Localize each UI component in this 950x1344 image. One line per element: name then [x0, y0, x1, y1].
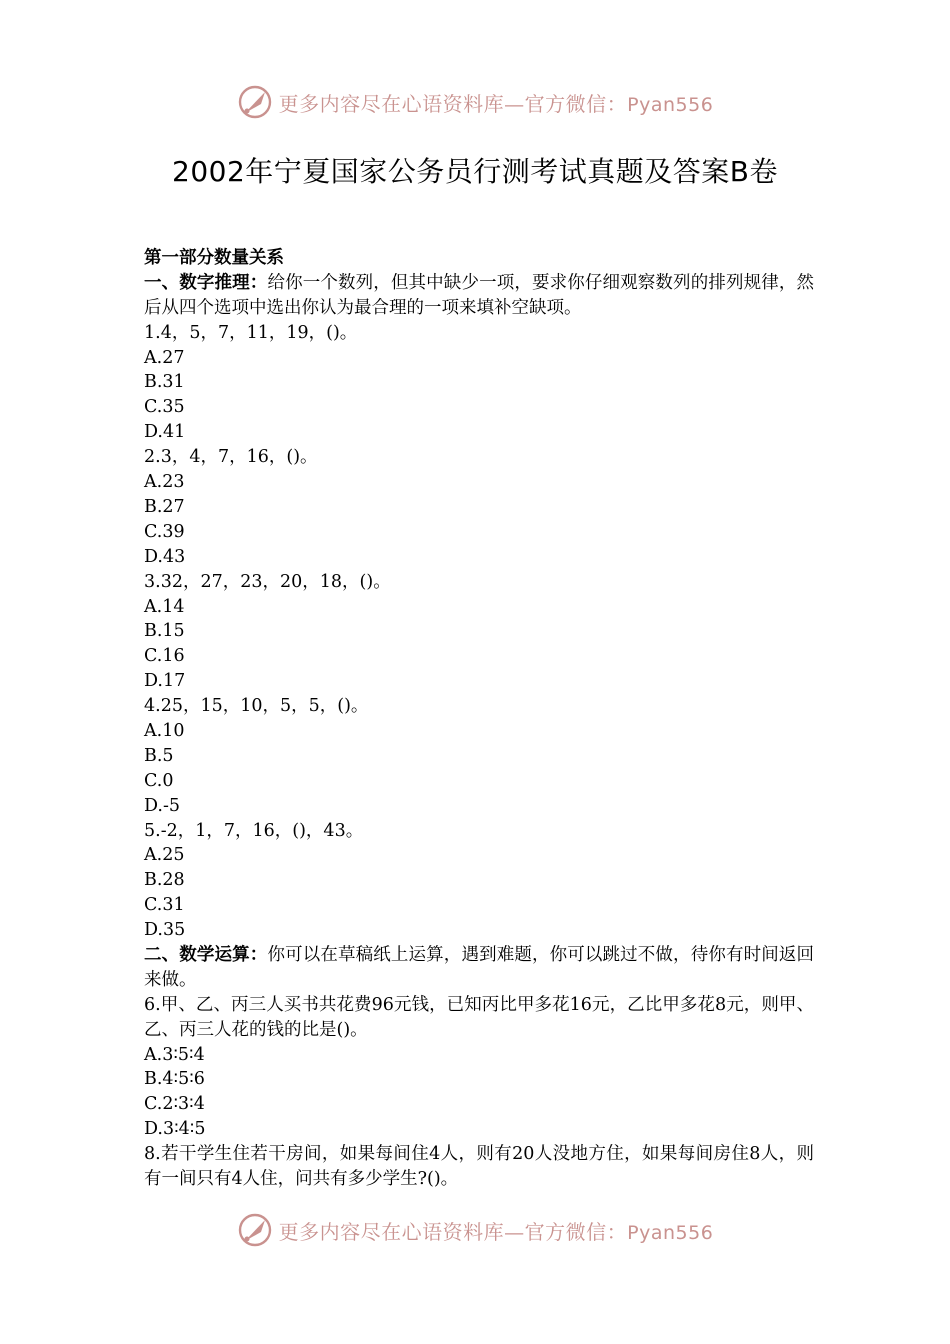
option: C.39 — [144, 521, 185, 542]
option: D.3∶4∶5 — [144, 1119, 206, 1140]
section-heading: 第一部分数量关系 — [144, 248, 284, 268]
question-text: 6.甲、乙、丙三人买书共花费96元钱，已知丙比甲多花16元，乙比甲多花8元，则甲、乙、丙三人花的钱的比是()。 — [144, 994, 814, 1040]
question-text: 2.3，4，7，16，()。 — [144, 447, 318, 468]
option: D.35 — [144, 920, 186, 941]
part2-intro — [144, 943, 814, 993]
question-5 — [144, 819, 814, 943]
option: D.41 — [144, 422, 186, 443]
question-4 — [144, 694, 814, 818]
option: C.35 — [144, 397, 185, 418]
option: B.28 — [144, 870, 185, 891]
part2-label: 二、数学运算： — [144, 944, 268, 965]
option: B.15 — [144, 621, 185, 642]
banner-text — [279, 88, 714, 117]
part1-description: 给你一个数列，但其中缺少一项，要求你仔细观察数列的排列规律，然后从四个选项中选出你认为最合理的一项来填补空缺项。 — [144, 272, 815, 318]
question-text: 1.4，5，7，11，19，()。 — [144, 322, 358, 343]
option: A.10 — [144, 720, 185, 741]
part1-label: 一、数字推理： — [144, 272, 268, 293]
question-1 — [144, 321, 814, 445]
option: C.0 — [144, 770, 174, 791]
option: A.14 — [144, 596, 185, 617]
document-title: 2002年宁夏国家公务员行测考试真题及答案B卷 — [172, 155, 778, 188]
option: A.3∶5∶4 — [144, 1044, 205, 1065]
option: B.27 — [144, 496, 185, 517]
header-banner — [0, 82, 950, 122]
question-text: 5.-2，1，7，16，()，43。 — [144, 820, 364, 841]
part2-description: 你可以在草稿纸上运算，遇到难题，你可以跳过不做，待你有时间返回来做。 — [144, 944, 815, 990]
option: A.25 — [144, 845, 185, 866]
quill-logo-icon — [237, 1212, 273, 1248]
document-body — [144, 246, 814, 1192]
option: D.17 — [144, 671, 186, 692]
option: B.4∶5∶6 — [144, 1069, 205, 1090]
question-8 — [144, 1142, 814, 1192]
question-2 — [144, 445, 814, 569]
option: C.16 — [144, 646, 185, 667]
question-text: 3.32，27，23，20，18，()。 — [144, 571, 391, 592]
option: B.31 — [144, 372, 185, 393]
option: A.27 — [144, 347, 185, 368]
option: D.43 — [144, 546, 186, 567]
option: A.23 — [144, 472, 185, 493]
option: C.31 — [144, 895, 185, 916]
part1-intro — [144, 271, 814, 321]
quill-logo-icon — [237, 84, 273, 120]
banner-text — [279, 1216, 714, 1245]
option: D.-5 — [144, 795, 181, 816]
question-6 — [144, 993, 814, 1142]
banner-slogan: 更多内容尽在心语资料库—官方微信： — [278, 91, 628, 116]
banner-wechat-id: Pyan556 — [627, 1221, 714, 1244]
question-text: 4.25，15，10，5，5，()。 — [144, 696, 369, 717]
question-text: 8.若干学生住若干房间，如果每间住4人，则有20人没地方住，如果每间房住8人，则有一间只有4人住，问共有多少学生?()。 — [144, 1144, 814, 1190]
option: B.5 — [144, 745, 174, 766]
footer-banner — [0, 1210, 950, 1250]
question-3 — [144, 570, 814, 694]
banner-wechat-id: Pyan556 — [627, 93, 714, 116]
option: C.2∶3∶4 — [144, 1094, 205, 1115]
banner-slogan: 更多内容尽在心语资料库—官方微信： — [278, 1219, 628, 1244]
